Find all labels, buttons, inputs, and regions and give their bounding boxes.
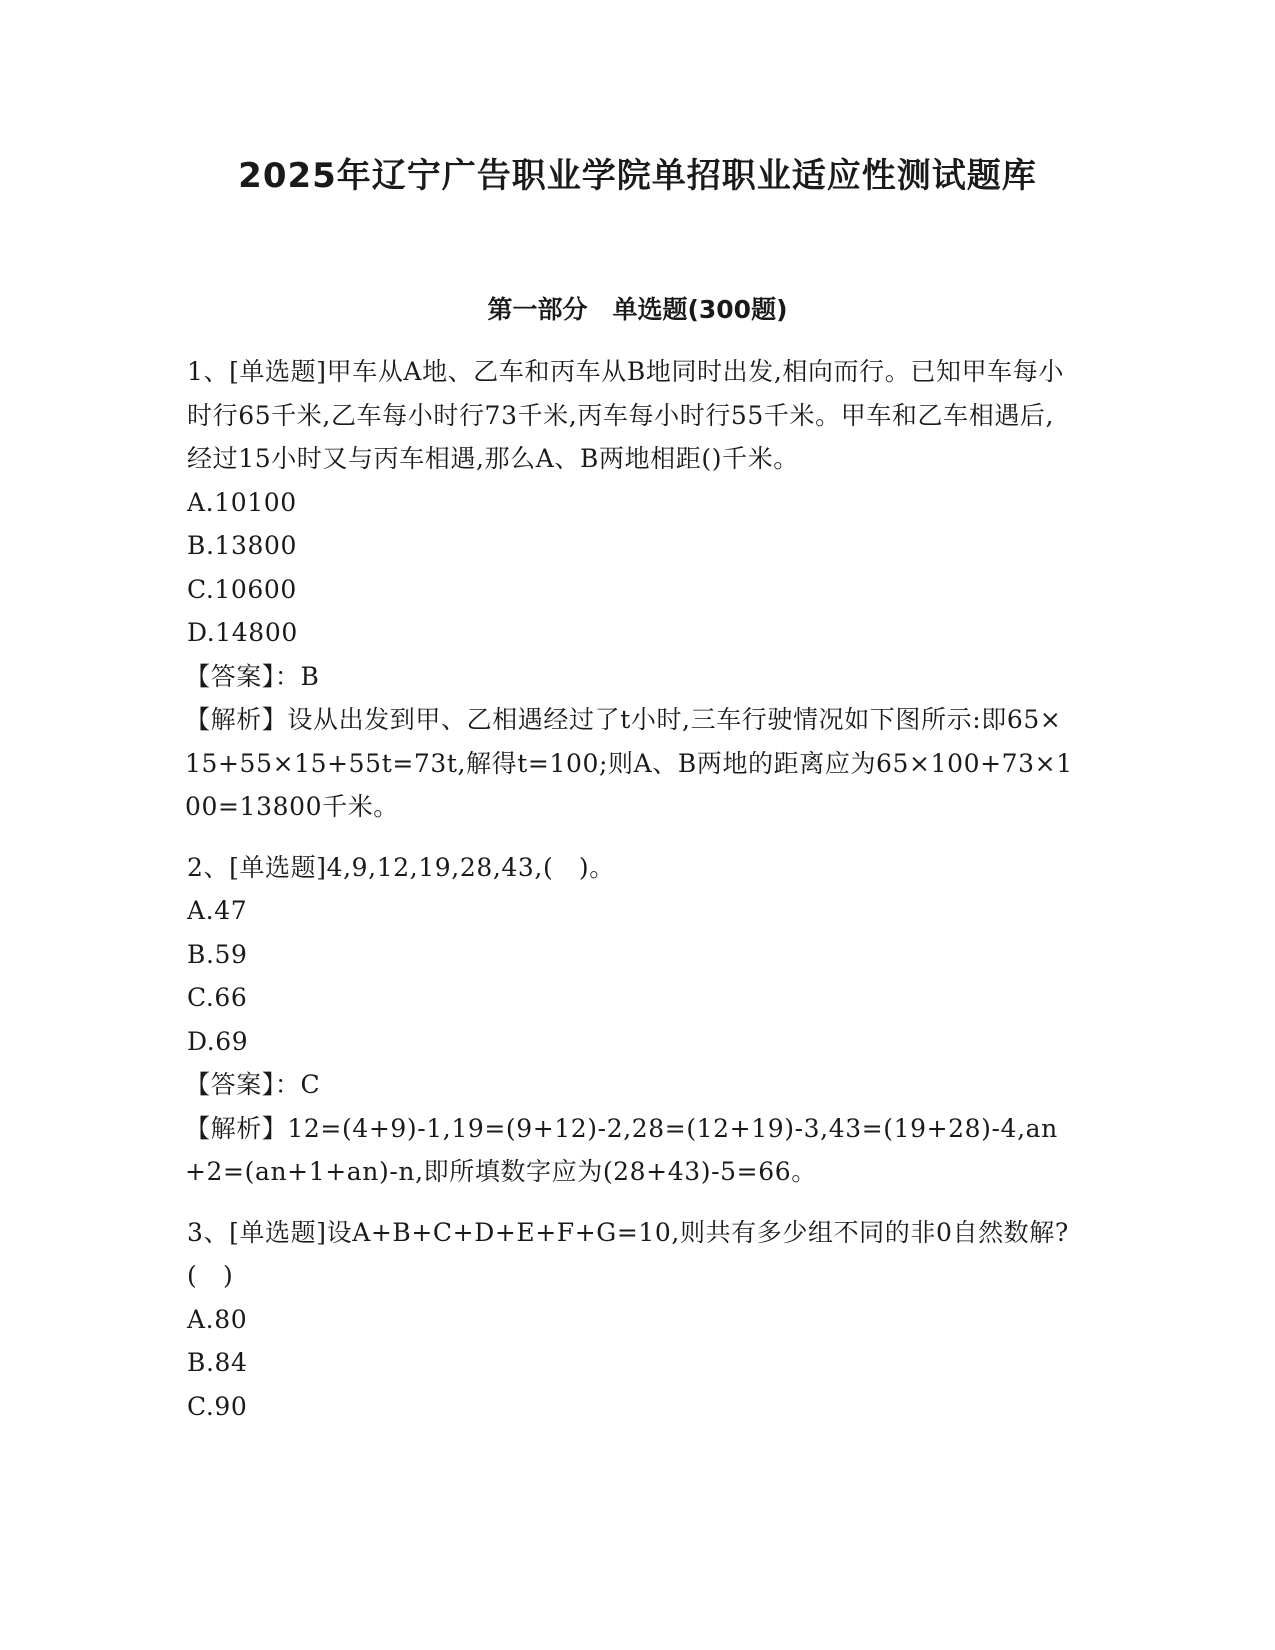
question-3 xyxy=(187,1211,1077,1429)
option-d: D.14800 xyxy=(187,618,298,647)
option-c: C.66 xyxy=(187,983,248,1012)
answer: 【答案】：C xyxy=(185,1070,321,1099)
option-d: D.69 xyxy=(187,1026,249,1056)
question-2 xyxy=(187,846,1077,1194)
analysis: 【解析】12=(4+9)-1,19=(9+12)-2,28=(12+19)-3,43=(19+28)-4,an+2=(an+1+an)-n,即所填数字应为(28+43)-5=66。 xyxy=(185,1113,1058,1186)
question-stem: 2、[单选题]4,9,12,19,28,43,( )。 xyxy=(187,852,615,882)
option-b: B.59 xyxy=(187,939,248,969)
document-title: 2025年辽宁广告职业学院单招职业适应性测试题库 xyxy=(238,156,1037,196)
question-stem: 3、[单选题]设A+B+C+D+E+F+G=10,则共有多少组不同的非0自然数解?( ) xyxy=(187,1217,1069,1290)
question-stem: 1、[单选题]甲车从A地、乙车和丙车从B地同时出发,相向而行。已知甲车每小时行65千米,乙车每小时行73千米,丙车每小时行55千米。甲车和乙车相遇后,经过15小时又与丙车相遇,那么A、B两地相距()千米。 xyxy=(187,357,1064,473)
question-list xyxy=(187,350,1077,1445)
analysis: 【解析】设从出发到甲、乙相遇经过了t小时,三车行驶情况如下图所示:即65×15+55×15+55t=73t,解得t=100;则A、B两地的距离应为65×100+73×100=13800千米。 xyxy=(185,705,1073,821)
option-a: A.47 xyxy=(187,896,248,925)
option-b: B.84 xyxy=(187,1348,248,1377)
answer: 【答案】：B xyxy=(185,661,320,691)
option-a: A.80 xyxy=(187,1304,248,1334)
option-a: A.10100 xyxy=(187,487,297,517)
option-b: B.13800 xyxy=(187,531,298,560)
option-c: C.90 xyxy=(187,1391,248,1421)
option-c: C.10600 xyxy=(187,574,297,604)
section-title: 第一部分 单选题(300题) xyxy=(487,295,788,324)
question-1 xyxy=(187,350,1077,829)
